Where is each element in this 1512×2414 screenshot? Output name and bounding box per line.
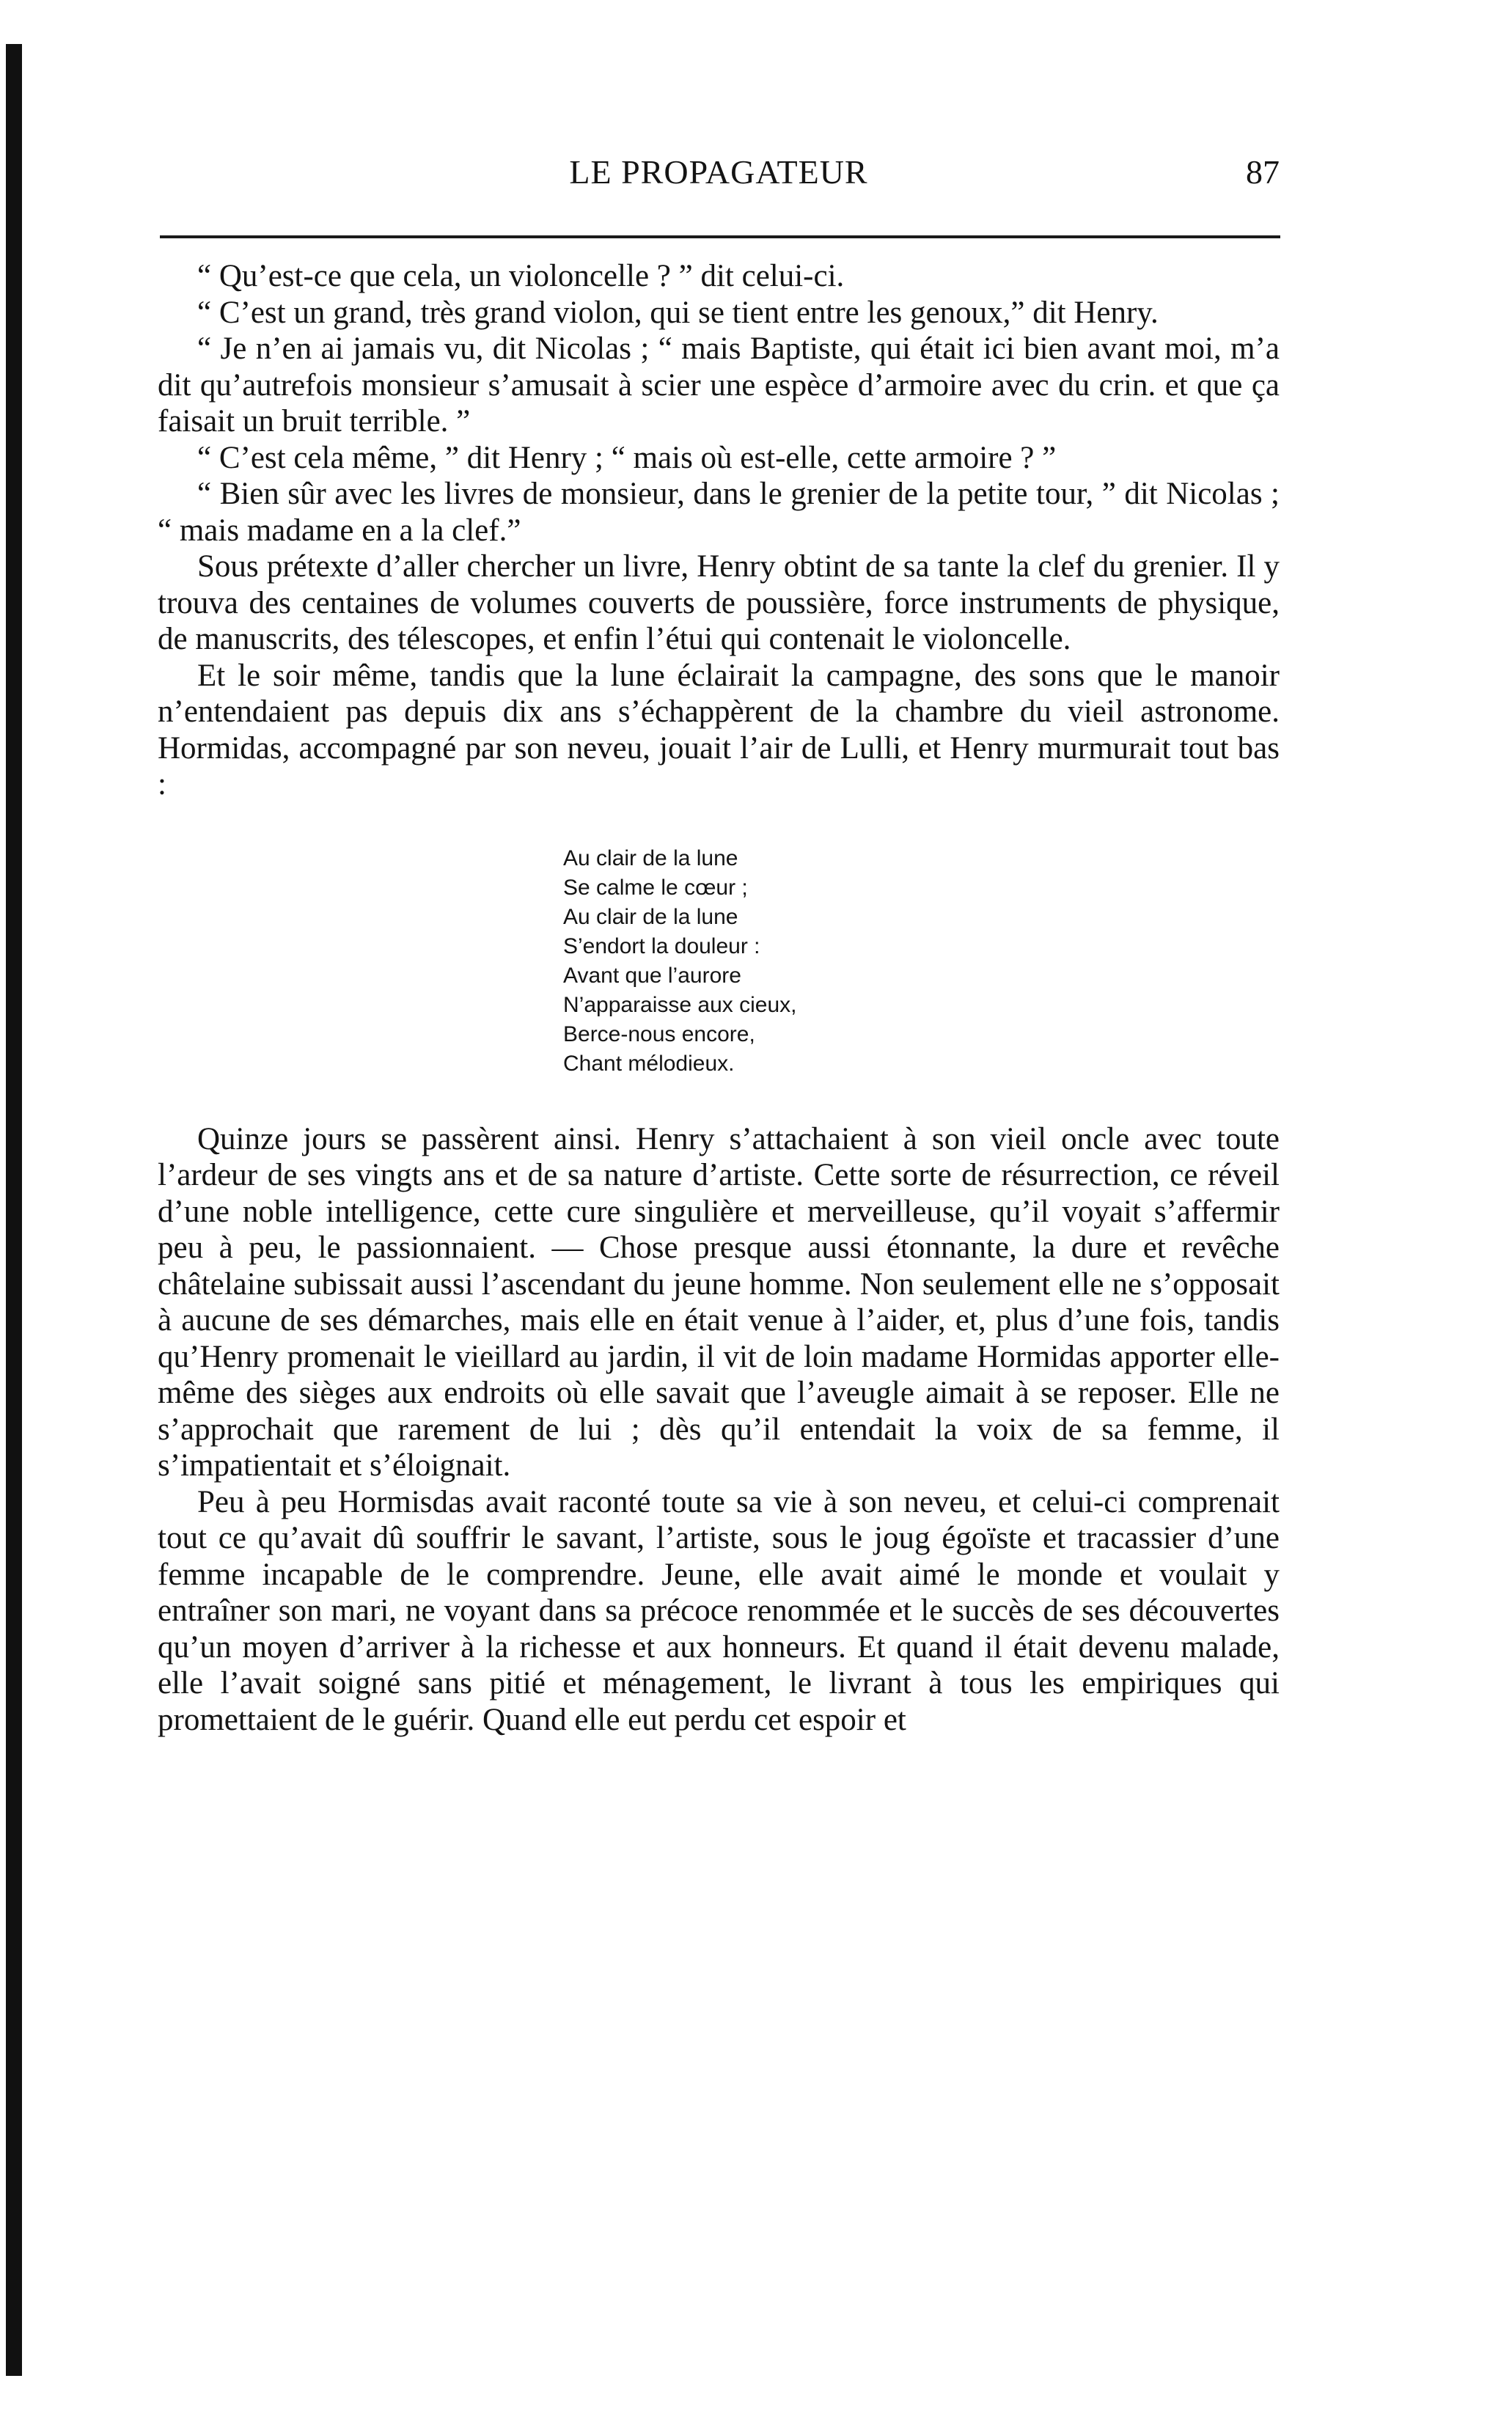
- running-title: LE PROPAGATEUR: [569, 153, 868, 191]
- page-number: 87: [1246, 153, 1280, 191]
- page-header: [158, 150, 1280, 194]
- header-rule: [160, 235, 1280, 238]
- poem-line: Au clair de la lune: [563, 904, 738, 929]
- paragraph: Peu à peu Hormisdas avait raconté toute sa vie à son neveu, et celui-ci comprenait tout ce qu’avait dû souffrir le savant, l’artiste, sous le joug égoïste et tracassier d’une femme incapable de le comprendre. Jeune, elle avait aimé le monde et voulait y entraîner son mari, ne voyant dans sa précoce renommée et le succès de ses découvertes qu’un moyen d’arriver à la richesse et aux honneurs. Et quand il était devenu malade, elle l’avait soigné sans pitié et ménagement, le livrant à tous les empiriques qui promettaient de le guérir. Quand elle eut perdu cet espoir et: [158, 1484, 1280, 1737]
- paragraph: Et le soir même, tandis que la lune éclairait la campagne, des sons que le manoir n’entendaient pas depuis dix ans s’échappèrent de la chambre du vieil astronome. Hormidas, accompagné par son neveu, jouait l’air de Lulli, et Henry murmurait tout bas :: [158, 658, 1280, 801]
- poem-line: Au clair de la lune: [563, 845, 738, 870]
- binding-edge: [6, 44, 22, 2376]
- poem-line: Chant mélodieux.: [563, 1051, 735, 1076]
- poem-line: Se calme le cœur ;: [563, 875, 748, 900]
- paragraph: Quinze jours se passèrent ainsi. Henry s’attachaient à son vieil oncle avec toute l’ardeur de ses vingts ans et de sa nature d’artiste. Cette sorte de résurrection, ce réveil d’une noble intelligence, cette cure singulière et merveilleuse, qu’il voyait s’affermir peu à peu, le passionnaient. — Chose presque aussi étonnante, la dure et revêche châtelaine subissait aussi l’ascendant du jeune homme. Non seulement elle ne s’opposait à aucune de ses démarches, mais elle en était venue à l’aider, et, plus d’une fois, tandis qu’Henry promenait le vieillard au jardin, il vit de loin madame Hormidas apporter elle-même des sièges aux endroits où elle savait que l’aveugle aimait à se reposer. Elle ne s’approchait que rarement de lui ; dès qu’il entendait la voix de sa femme, il s’impatientait et s’éloignait.: [158, 1121, 1280, 1483]
- poem-line: N’apparaisse aux cieux,: [563, 992, 797, 1017]
- paragraph: “ Je n’en ai jamais vu, dit Nicolas ; “ mais Baptiste, qui était ici bien avant moi, m’a dit qu’autrefois monsieur s’amusait à scier une espèce d’armoire avec du crin. et que ça faisait un bruit terrible. ”: [158, 331, 1280, 439]
- poem-line: S’endort la douleur :: [563, 933, 760, 958]
- paragraph: Sous prétexte d’aller chercher un livre, Henry obtint de sa tante la clef du grenier. Il y trouva des centaines de volumes couverts de poussière, force instruments de physique, de manuscrits, des télescopes, et enfin l’étui qui contenait le violoncelle.: [158, 549, 1280, 656]
- poem: [563, 844, 1280, 1079]
- poem-line: Avant que l’aurore: [563, 963, 741, 988]
- paragraph: “ C’est un grand, très grand violon, qui se tient entre les genoux,” dit Henry.: [197, 295, 1159, 330]
- poem-line: Berce-nous encore,: [563, 1021, 755, 1046]
- paragraph: “ Qu’est-ce que cela, un violoncelle ? ” dit celui-ci.: [197, 259, 845, 293]
- body-text: [158, 258, 1280, 1738]
- paragraph: “ Bien sûr avec les livres de monsieur, dans le grenier de la petite tour, ” dit Nicolas ; “ mais madame en a la clef.”: [158, 477, 1280, 548]
- paragraph: “ C’est cela même, ” dit Henry ; “ mais où est-elle, cette armoire ? ”: [197, 440, 1057, 475]
